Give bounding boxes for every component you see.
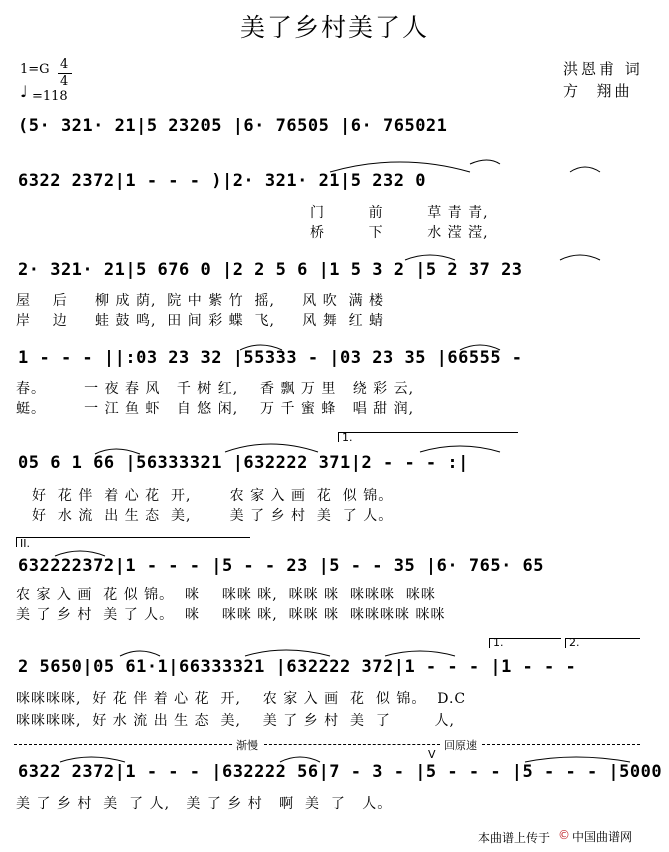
volta-1-bracket bbox=[338, 432, 518, 433]
lyrics-line-7-verse-2: 咪咪咪咪, 好 水 流 出 生 态 美, 美 了 乡 村 美 了 人, bbox=[16, 713, 455, 729]
breath-mark: V bbox=[428, 748, 436, 761]
volta-2-bracket bbox=[16, 537, 250, 538]
volta-1-label: 1. bbox=[342, 431, 353, 444]
quarter-note-icon: ♩ bbox=[20, 82, 28, 101]
score-line-3: 2· 321· 21|5 676 0 |2 2 5 6 |1 5 3 2 |5 2 37 23 bbox=[18, 260, 523, 280]
score-line-2: 6322 2372|1 - - - )|2· 321· 21|5 232 0 bbox=[18, 171, 426, 191]
score-line-5: 05 6 1 66 |56333321 |632222 371|2 - - - :| bbox=[18, 453, 469, 473]
ritardando-marking: 渐慢 bbox=[236, 739, 258, 752]
footer-logo: 中国曲谱网 bbox=[572, 830, 633, 844]
lyrics-line-5-verse-1: 好 花 伴 着 心 花 开, 农 家 入 画 花 似 锦。 bbox=[32, 488, 394, 504]
score-line-7: 2 5650|05 61·1|66333321 |632222 372|1 - - - |1 - - - bbox=[18, 657, 577, 677]
composer-credit: 方 翔曲 bbox=[563, 82, 633, 100]
key-signature: 1=G bbox=[20, 62, 50, 77]
footer-text: 本曲谱上传于 bbox=[478, 831, 551, 845]
lyrics-line-8: 美 了 乡 村 美 了 人, 美 了 乡 村 啊 美 了 人。 bbox=[16, 796, 393, 812]
time-signature-denominator: 4 bbox=[60, 74, 69, 89]
time-signature-numerator: 4 bbox=[60, 57, 69, 72]
volta-2-label: II. bbox=[20, 537, 30, 550]
lyrics-line-2-verse-2: 桥 下 水 滢 滢, bbox=[310, 225, 489, 241]
lyrics-line-5-verse-2: 好 水 流 出 生 态 美, 美 了 乡 村 美 了 人。 bbox=[32, 508, 394, 524]
lyricist-credit: 洪恩甫 词 bbox=[563, 60, 643, 78]
lyrics-line-7-verse-1: 咪咪咪咪, 好 花 伴 着 心 花 开, 农 家 入 画 花 似 锦。 D.C bbox=[16, 691, 467, 707]
song-title: 美了乡村美了人 bbox=[239, 13, 429, 42]
lyrics-line-6-verse-2: 美 了 乡 村 美 了 人。 咪 咪咪 咪, 咪咪 咪 咪咪咪咪 咪咪 bbox=[16, 607, 446, 623]
score-line-1: (5· 321· 21|5 23205 |6· 76505 |6· 765021 bbox=[18, 116, 448, 136]
lyrics-line-4-verse-1: 春。 一 夜 春 风 千 树 红, 香 飘 万 里 绕 彩 云, bbox=[16, 381, 415, 397]
a-tempo-marking: 回原速 bbox=[444, 739, 477, 752]
lyrics-line-4-verse-2: 蜓。 一 江 鱼 虾 自 悠 闲, 万 千 蜜 蜂 唱 甜 润, bbox=[16, 401, 415, 417]
site-logo-icon: © bbox=[558, 828, 570, 842]
score-line-6: 632222372|1 - - - |5 - - 23 |5 - - 35 |6· 765· 65 bbox=[18, 556, 545, 576]
lyrics-line-6-verse-1: 农 家 入 画 花 似 锦。 咪 咪咪 咪, 咪咪 咪 咪咪咪 咪咪 bbox=[16, 587, 436, 603]
score-line-4: 1 - - - ||:03 23 32 |55333 - |03 23 35 |66555 - bbox=[18, 348, 523, 368]
tempo-marking: =118 bbox=[32, 89, 68, 104]
lyrics-line-2-verse-1: 门 前 草 青 青, bbox=[310, 205, 489, 221]
score-line-8: 6322 2372|1 - - - |632222 56|7 - 3 - |5 - - - |5 - - - |5000 bbox=[18, 762, 663, 782]
lyrics-line-3-verse-1: 屋 后 柳 成 荫, 院 中 紫 竹 摇, 风 吹 满 楼 bbox=[16, 293, 385, 309]
volta-1b-label: 1. bbox=[493, 636, 504, 649]
volta-2b-label: 2. bbox=[569, 636, 580, 649]
lyrics-line-3-verse-2: 岸 边 蛙 鼓 鸣, 田 间 彩 蝶 飞, 风 舞 红 蜻 bbox=[16, 313, 385, 329]
